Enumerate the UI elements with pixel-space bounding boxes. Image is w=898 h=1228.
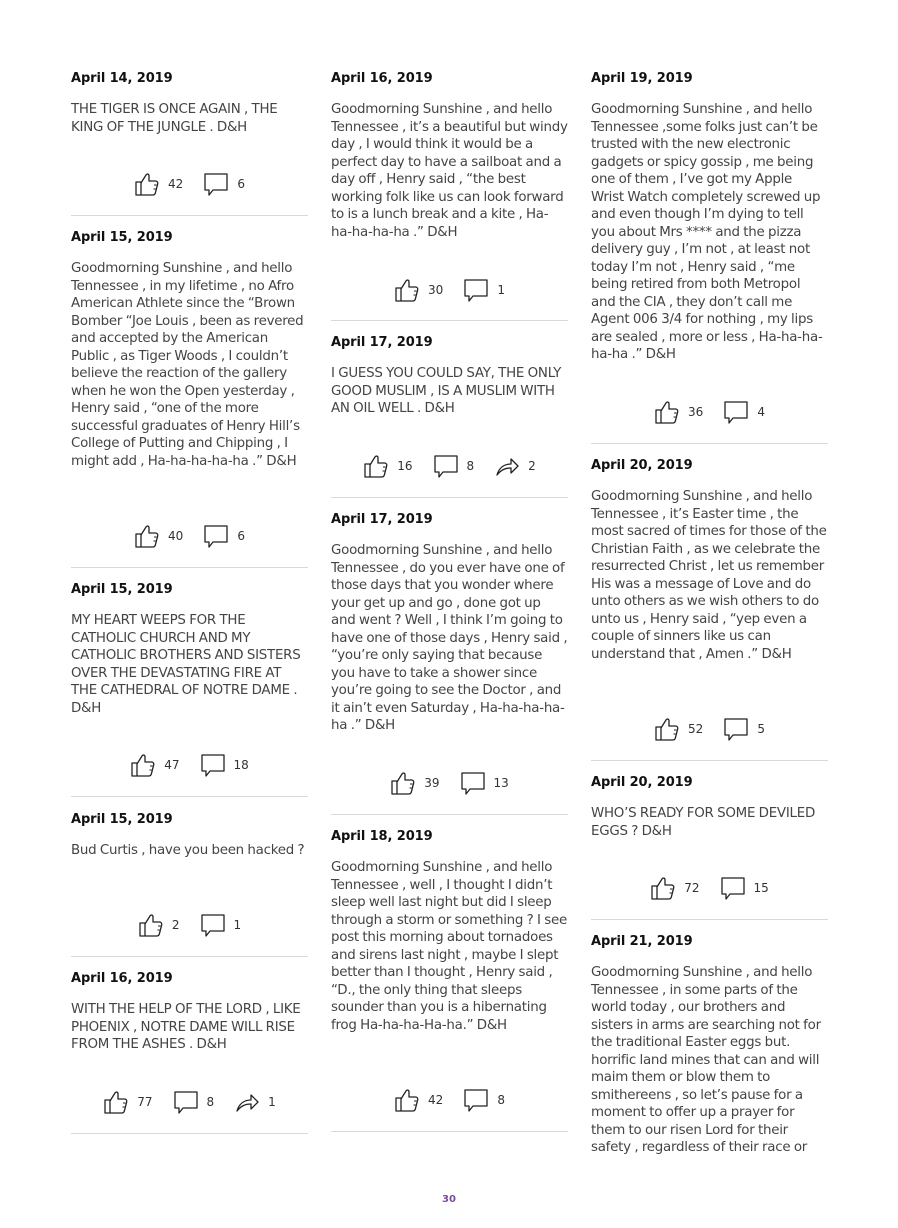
divider — [71, 1133, 308, 1134]
post-stats — [71, 751, 308, 779]
divider — [71, 567, 308, 568]
divider — [591, 919, 828, 920]
comment-count: 8 — [206, 1095, 215, 1109]
comment-button[interactable] — [460, 770, 509, 796]
thumbs-up-icon — [394, 277, 420, 303]
thumbs-up-icon — [390, 770, 416, 796]
like-button[interactable] — [654, 399, 703, 425]
comment-button[interactable] — [463, 277, 505, 303]
post-date: April 15, 2019 — [71, 582, 173, 597]
post-text: Goodmorning Sunshine , and hello Tennessee ,some folks just can’t be trusted with the new electronic gadgets or spicy gossip , me being one of them , I’ve got my Apple Wrist Watch completely screwed up and even though I’m dying to tell you about Mrs **** and the pizza delivery guy , I’m not , at least not today I’m not , Henry said , “me being retired from both Metropol and the CIA , they don’t call me Agent 006 3/4 for nothing , my lips are sealed , more or less , Ha-ha-ha-ha-ha .” D&H — [591, 102, 823, 362]
share-button[interactable] — [494, 453, 536, 479]
post-text: Goodmorning Sunshine , and hello Tennessee , do you ever have one of those days that you wonder where your get up and go , done got up and went ? Well , I think I’m going to have one of those days , Henry said , “you’re only saying that because you have to take a shower since you’re going to see the Doctor , and it ain’t even Saturday , Ha-ha-ha-ha-ha .” D&H — [331, 543, 568, 733]
like-count: 2 — [171, 918, 180, 932]
comment-button[interactable] — [723, 399, 765, 425]
thumbs-up-icon — [130, 752, 156, 778]
like-button[interactable] — [654, 716, 703, 742]
post-stats — [71, 911, 308, 939]
comment-count: 6 — [237, 177, 245, 191]
post-text: Goodmorning Sunshine , and hello Tennessee , well , I thought I didn’t sleep well last night but did I sleep through a storm or something ? I see post this morning about tornadoes and sirens last night , maybe I slept better than I thought , Henry said , “D., the only thing that sleeps sounder than you is a hibernating frog Ha-ha-ha-Ha-ha.” D&H — [331, 860, 567, 1033]
comment-button[interactable] — [203, 523, 245, 549]
like-button[interactable] — [394, 277, 443, 303]
comment-icon — [723, 399, 749, 425]
post-text: Goodmorning Sunshine , and hello Tennessee , it’s Easter time , the most sacred of times for those of the Christian Faith , as we celebrate the resurrected Christ , let us remember His was a message of Love and do unto others as we wish others to do unto us , Henry said , “yep even a couple of sinners like us can understand that , Amen .” D&H — [591, 489, 827, 662]
comment-button[interactable] — [173, 1089, 215, 1115]
divider — [591, 760, 828, 761]
comment-count: 6 — [237, 529, 245, 543]
comment-icon — [463, 1087, 489, 1113]
thumbs-up-icon — [138, 912, 164, 938]
divider — [71, 215, 308, 216]
comment-count: 8 — [466, 459, 475, 473]
comment-button[interactable] — [433, 453, 475, 479]
like-button[interactable] — [650, 875, 699, 901]
post-text: WHO’S READY FOR SOME DEVILED EGGS ? D&H — [591, 806, 816, 839]
comment-icon — [460, 770, 486, 796]
comment-icon — [433, 453, 459, 479]
like-count: 40 — [168, 529, 184, 543]
share-icon — [234, 1089, 260, 1115]
like-count: 36 — [688, 405, 704, 419]
comment-icon — [720, 875, 746, 901]
post-stats — [591, 874, 828, 902]
share-button[interactable] — [234, 1089, 276, 1115]
post-stats — [591, 715, 828, 743]
comment-count: 15 — [753, 881, 769, 895]
post-text: THE TIGER IS ONCE AGAIN , THE KING OF THE JUNGLE . D&H — [71, 102, 278, 135]
post-stats — [591, 398, 828, 426]
like-count: 30 — [428, 283, 444, 297]
like-button[interactable] — [138, 912, 180, 938]
comment-button[interactable] — [723, 716, 765, 742]
post-text: WITH THE HELP OF THE LORD , LIKE PHOENIX , NOTRE DAME WILL RISE FROM THE ASHES . D&H — [71, 1002, 301, 1052]
comment-icon — [200, 912, 226, 938]
like-count: 47 — [164, 758, 180, 772]
like-count: 77 — [137, 1095, 153, 1109]
post-stats — [71, 522, 308, 550]
like-count: 52 — [688, 722, 704, 736]
thumbs-up-icon — [394, 1087, 420, 1113]
post-date: April 17, 2019 — [331, 335, 433, 350]
comment-icon — [173, 1089, 199, 1115]
comment-count: 13 — [493, 776, 509, 790]
post-stats — [71, 1088, 308, 1116]
divider — [71, 796, 308, 797]
post-date: April 16, 2019 — [331, 71, 433, 86]
thumbs-up-icon — [654, 716, 680, 742]
post-stats — [331, 276, 568, 304]
post-stats — [331, 769, 568, 797]
divider — [331, 320, 568, 321]
comment-count: 5 — [757, 722, 765, 736]
like-button[interactable] — [130, 752, 179, 778]
thumbs-up-icon — [650, 875, 676, 901]
post-date: April 15, 2019 — [71, 230, 173, 245]
like-button[interactable] — [363, 453, 412, 479]
post-date: April 16, 2019 — [71, 971, 173, 986]
post-text: Goodmorning Sunshine , and hello Tennessee , it’s a beautiful but windy day , I would think it would be a perfect day to have a sailboat and a day off , Henry said , “the best working folk like us can look forward to is a lunch break and a kite , Ha-ha-ha-ha-ha .” D&H — [331, 102, 568, 240]
comment-count: 4 — [757, 405, 765, 419]
comment-count: 1 — [497, 283, 505, 297]
post-date: April 18, 2019 — [331, 829, 433, 844]
like-button[interactable] — [134, 523, 183, 549]
divider — [331, 814, 568, 815]
comment-button[interactable] — [200, 752, 249, 778]
like-count: 39 — [424, 776, 440, 790]
post-text: Goodmorning Sunshine , and hello Tennessee , in my lifetime , no Afro American Athlete since the “Brown Bomber “Joe Louis , been as revered and accepted by the American Public , as Tiger Woods , I couldn’t believe the reaction of the gallery when he won the Open yesterday , Henry said , “one of the more successful graduates of Henry Hill’s College of Putting and Chipping , I might add , Ha-ha-ha-ha-ha .” D&H — [71, 261, 304, 469]
post-date: April 20, 2019 — [591, 775, 693, 790]
post-text: I GUESS YOU COULD SAY, THE ONLY GOOD MUSLIM , IS A MUSLIM WITH AN OIL WELL . D&H — [331, 366, 562, 416]
comment-icon — [203, 171, 229, 197]
post-date: April 14, 2019 — [71, 71, 173, 86]
post-stats — [71, 170, 308, 198]
like-count: 16 — [397, 459, 413, 473]
thumbs-up-icon — [134, 171, 160, 197]
like-button[interactable] — [390, 770, 439, 796]
comment-icon — [200, 752, 226, 778]
comment-count: 8 — [497, 1093, 505, 1107]
post-text: Bud Curtis , have you been hacked ? — [71, 843, 305, 858]
comment-button[interactable] — [463, 1087, 505, 1113]
like-count: 72 — [684, 881, 700, 895]
comment-count: 1 — [233, 918, 242, 932]
post-date: April 15, 2019 — [71, 812, 173, 827]
thumbs-up-icon — [654, 399, 680, 425]
like-button[interactable] — [103, 1089, 152, 1115]
post-date: April 20, 2019 — [591, 458, 693, 473]
comment-icon — [203, 523, 229, 549]
comment-icon — [463, 277, 489, 303]
share-icon — [494, 453, 520, 479]
thumbs-up-icon — [363, 453, 389, 479]
divider — [331, 1131, 568, 1132]
comment-button[interactable] — [203, 171, 245, 197]
comment-icon — [723, 716, 749, 742]
divider — [71, 956, 308, 957]
comment-count: 18 — [233, 758, 249, 772]
post-text: Goodmorning Sunshine , and hello Tennessee , in some parts of the world today , our brothers and sisters in arms are searching not for the traditional Easter eggs but. horrific land mines that can and will maim them or blow them to smithereens , so let’s pause for a moment to offer up a prayer for them to our risen Lord for their safety , regardless of their race or — [591, 965, 821, 1155]
share-count: 1 — [268, 1095, 276, 1109]
post-stats — [331, 1086, 568, 1114]
thumbs-up-icon — [103, 1089, 129, 1115]
post-date: April 21, 2019 — [591, 934, 693, 949]
divider — [331, 497, 568, 498]
comment-button[interactable] — [720, 875, 769, 901]
divider — [591, 443, 828, 444]
thumbs-up-icon — [134, 523, 160, 549]
post-stats — [331, 452, 568, 480]
like-count: 42 — [168, 177, 184, 191]
like-button[interactable] — [134, 171, 183, 197]
post-text: MY HEART WEEPS FOR THE CATHOLIC CHURCH AND MY CATHOLIC BROTHERS AND SISTERS OVER THE DEVASTATING FIRE AT THE CATHEDRAL OF NOTRE DAME . D&H — [71, 613, 301, 716]
like-count: 42 — [428, 1093, 444, 1107]
like-button[interactable] — [394, 1087, 443, 1113]
post-date: April 19, 2019 — [591, 71, 693, 86]
share-count: 2 — [528, 459, 536, 473]
page-number: 30 — [442, 1194, 456, 1205]
post-date: April 17, 2019 — [331, 512, 433, 527]
comment-button[interactable] — [200, 912, 242, 938]
